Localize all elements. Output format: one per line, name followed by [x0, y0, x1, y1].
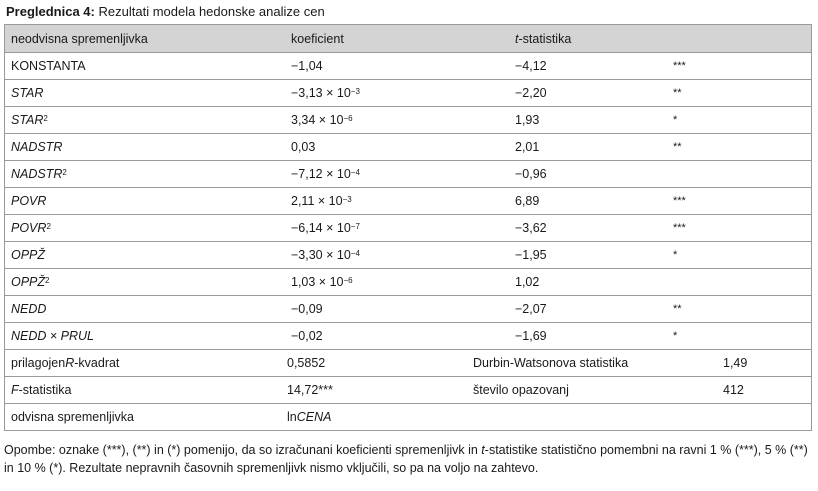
- t-statistic-value-text: −4,12: [515, 59, 547, 73]
- variable-name-text: NADSTR: [11, 167, 63, 181]
- variable-name-text: KONSTANTA: [11, 59, 86, 73]
- significance-marker: [673, 215, 686, 241]
- t-statistic-value-text: −2,20: [515, 86, 547, 100]
- significance-marker: [673, 323, 677, 349]
- t-statistic-value: [515, 161, 547, 187]
- table-row: [5, 161, 811, 188]
- variable-name: NADSTR $^2$: [11, 167, 67, 181]
- table-row: [5, 134, 811, 161]
- variable-name: OPPŽ $^2$: [11, 275, 50, 289]
- dependent-value-pre: ln: [287, 410, 297, 424]
- t-statistic-value: [515, 107, 539, 133]
- variable-name: [11, 188, 46, 214]
- n-label: število opazovanj: [473, 383, 569, 397]
- coefficient-value-text: −1,04: [291, 59, 323, 73]
- r2-label-pre: prilagojen: [11, 356, 66, 370]
- t-statistic-value: [515, 323, 547, 349]
- significance-marker-text: *: [673, 114, 678, 126]
- table-row: [5, 107, 811, 134]
- t-statistic-value: [515, 269, 539, 295]
- coefficient-value: −3,13 × 10 $^{-3}$: [291, 86, 360, 100]
- f-label: [11, 377, 71, 403]
- coefficient-value: 1,03 × 10 $^{-6}$: [291, 275, 353, 289]
- r2-label: [11, 350, 119, 376]
- table-body: [5, 53, 811, 350]
- coefficient-value-text: −7,12 × 10: [291, 167, 351, 181]
- footer-row-dependent: [5, 404, 811, 431]
- significance-marker-text: *: [673, 249, 678, 261]
- footer-row-f: [5, 377, 811, 404]
- coefficient-value: −3,30 × 10 $^{-4}$: [291, 248, 360, 262]
- variable-name: POVR $^2$: [11, 221, 51, 235]
- n-value: 412: [723, 383, 744, 397]
- dependent-value-italic: CENA: [296, 410, 332, 424]
- t-statistic-value-text: 1,02: [515, 275, 540, 289]
- t-statistic-value-text: −0,96: [515, 167, 547, 181]
- t-statistic-value-text: −1,69: [515, 329, 547, 343]
- header-t-italic: t: [515, 31, 519, 46]
- variable-name: STAR $^2$: [11, 113, 48, 127]
- variable-name: [11, 323, 94, 349]
- caption-title: Rezultati modela hedonske analize cen: [98, 4, 325, 19]
- variable-name-text: NEDD × PRUL: [11, 329, 95, 343]
- significance-marker-text: ***: [673, 195, 686, 207]
- results-table: [4, 24, 812, 431]
- significance-marker-text: ***: [673, 222, 686, 234]
- r2-label-post: -kvadrat: [74, 356, 120, 370]
- table-row: [5, 53, 811, 80]
- significance-marker: [673, 188, 686, 214]
- significance-marker: [673, 296, 682, 322]
- t-statistic-value: [515, 134, 539, 160]
- variable-name-text: POVR: [11, 221, 47, 235]
- header-t-statistic: [515, 25, 571, 52]
- significance-marker-text: **: [673, 87, 682, 99]
- note-t-italic: t: [481, 443, 485, 457]
- t-statistic-value-text: 6,89: [515, 194, 540, 208]
- significance-marker: [673, 107, 677, 133]
- variable-name: [11, 296, 46, 322]
- coefficient-value-text: −3,13 × 10: [291, 86, 351, 100]
- table-note: [4, 441, 814, 477]
- r2-label-italic: R: [65, 356, 75, 370]
- dw-label: Durbin-Watsonova statistika: [473, 356, 629, 370]
- t-statistic-value: [515, 53, 547, 79]
- coefficient-value-text: 3,34 × 10: [291, 113, 344, 127]
- coefficient-value: −6,14 × 10 $^{-7}$: [291, 221, 360, 235]
- variable-name: [11, 53, 86, 79]
- table-row: [5, 188, 811, 215]
- coefficient-value: [291, 134, 315, 160]
- significance-marker: [673, 53, 686, 79]
- table-header: [5, 25, 811, 53]
- table-row: [5, 296, 811, 323]
- header-t-rest: -statistika: [518, 31, 572, 46]
- t-statistic-value-text: −2,07: [515, 302, 547, 316]
- header-variable: neodvisna spremenljivka: [11, 31, 148, 46]
- variable-name: [11, 242, 45, 268]
- significance-marker: [673, 80, 682, 106]
- variable-name: [11, 80, 43, 106]
- coefficient-value: [291, 296, 323, 322]
- variable-name-text: POVR: [11, 194, 47, 208]
- variable-name-text: OPPŽ: [11, 275, 46, 289]
- variable-name-text: STAR: [11, 86, 44, 100]
- r2-value: 0,5852: [287, 356, 326, 370]
- coefficient-value-text: −0,09: [291, 302, 323, 316]
- t-statistic-value: [515, 80, 547, 106]
- coefficient-value: [291, 323, 323, 349]
- f-value: 14,72***: [287, 383, 333, 397]
- table-row: [5, 215, 811, 242]
- t-statistic-value: [515, 242, 547, 268]
- table-row: [5, 323, 811, 350]
- table-caption: [6, 4, 325, 19]
- coefficient-value-text: 0,03: [291, 140, 316, 154]
- significance-marker-text: ***: [673, 60, 686, 72]
- significance-marker: [673, 134, 682, 160]
- t-statistic-value: [515, 296, 547, 322]
- variable-name-text: NEDD: [11, 302, 47, 316]
- coefficient-value: 2,11 × 10 $^{-3}$: [291, 194, 352, 208]
- table-row: [5, 269, 811, 296]
- t-statistic-value-text: −1,95: [515, 248, 547, 262]
- coefficient-value-text: −6,14 × 10: [291, 221, 351, 235]
- significance-marker: [673, 242, 677, 268]
- dependent-value: [287, 404, 331, 430]
- header-coefficient: koeficient: [291, 31, 344, 46]
- significance-marker-text: *: [673, 330, 678, 342]
- t-statistic-value-text: −3,62: [515, 221, 547, 235]
- t-statistic-value-text: 2,01: [515, 140, 540, 154]
- variable-name-text: NADSTR: [11, 140, 63, 154]
- caption-label: Preglednica 4:: [6, 4, 95, 19]
- variable-name-text: OPPŽ: [11, 248, 46, 262]
- t-statistic-value: [515, 215, 547, 241]
- t-statistic-value-text: 1,93: [515, 113, 540, 127]
- coefficient-value: [291, 53, 323, 79]
- coefficient-value: 3,34 × 10 $^{-6}$: [291, 113, 353, 127]
- f-label-post: -statistika: [18, 383, 72, 397]
- coefficient-value: −7,12 × 10 $^{-4}$: [291, 167, 360, 181]
- coefficient-value-text: −3,30 × 10: [291, 248, 351, 262]
- variable-name: [11, 134, 62, 160]
- table-row: [5, 242, 811, 269]
- dw-value: 1,49: [723, 356, 748, 370]
- significance-marker-text: **: [673, 303, 682, 315]
- significance-marker-text: **: [673, 141, 682, 153]
- table-row: [5, 80, 811, 107]
- coefficient-value-text: 2,11 × 10: [291, 194, 343, 208]
- note-part-1: Opombe: oznake (***), (**) in (*) pomenijo, da so izračunani koeficienti spremenljivk in: [4, 443, 482, 457]
- variable-name-text: STAR: [11, 113, 44, 127]
- t-statistic-value: [515, 188, 539, 214]
- coefficient-value-text: −0,02: [291, 329, 323, 343]
- note-part-2: -statistike statistično pomembni na ravni 1 % (***), 5 % (**) in 10 % (*). Rezultate nepravnih časovnih spremenljivk nismo vključili, so pa na voljo na zahtevo.: [4, 443, 808, 475]
- dependent-label: odvisna spremenljivka: [11, 410, 134, 424]
- footer-row-r2: [5, 350, 811, 377]
- coefficient-value-text: 1,03 × 10: [291, 275, 344, 289]
- f-label-italic: F: [11, 383, 19, 397]
